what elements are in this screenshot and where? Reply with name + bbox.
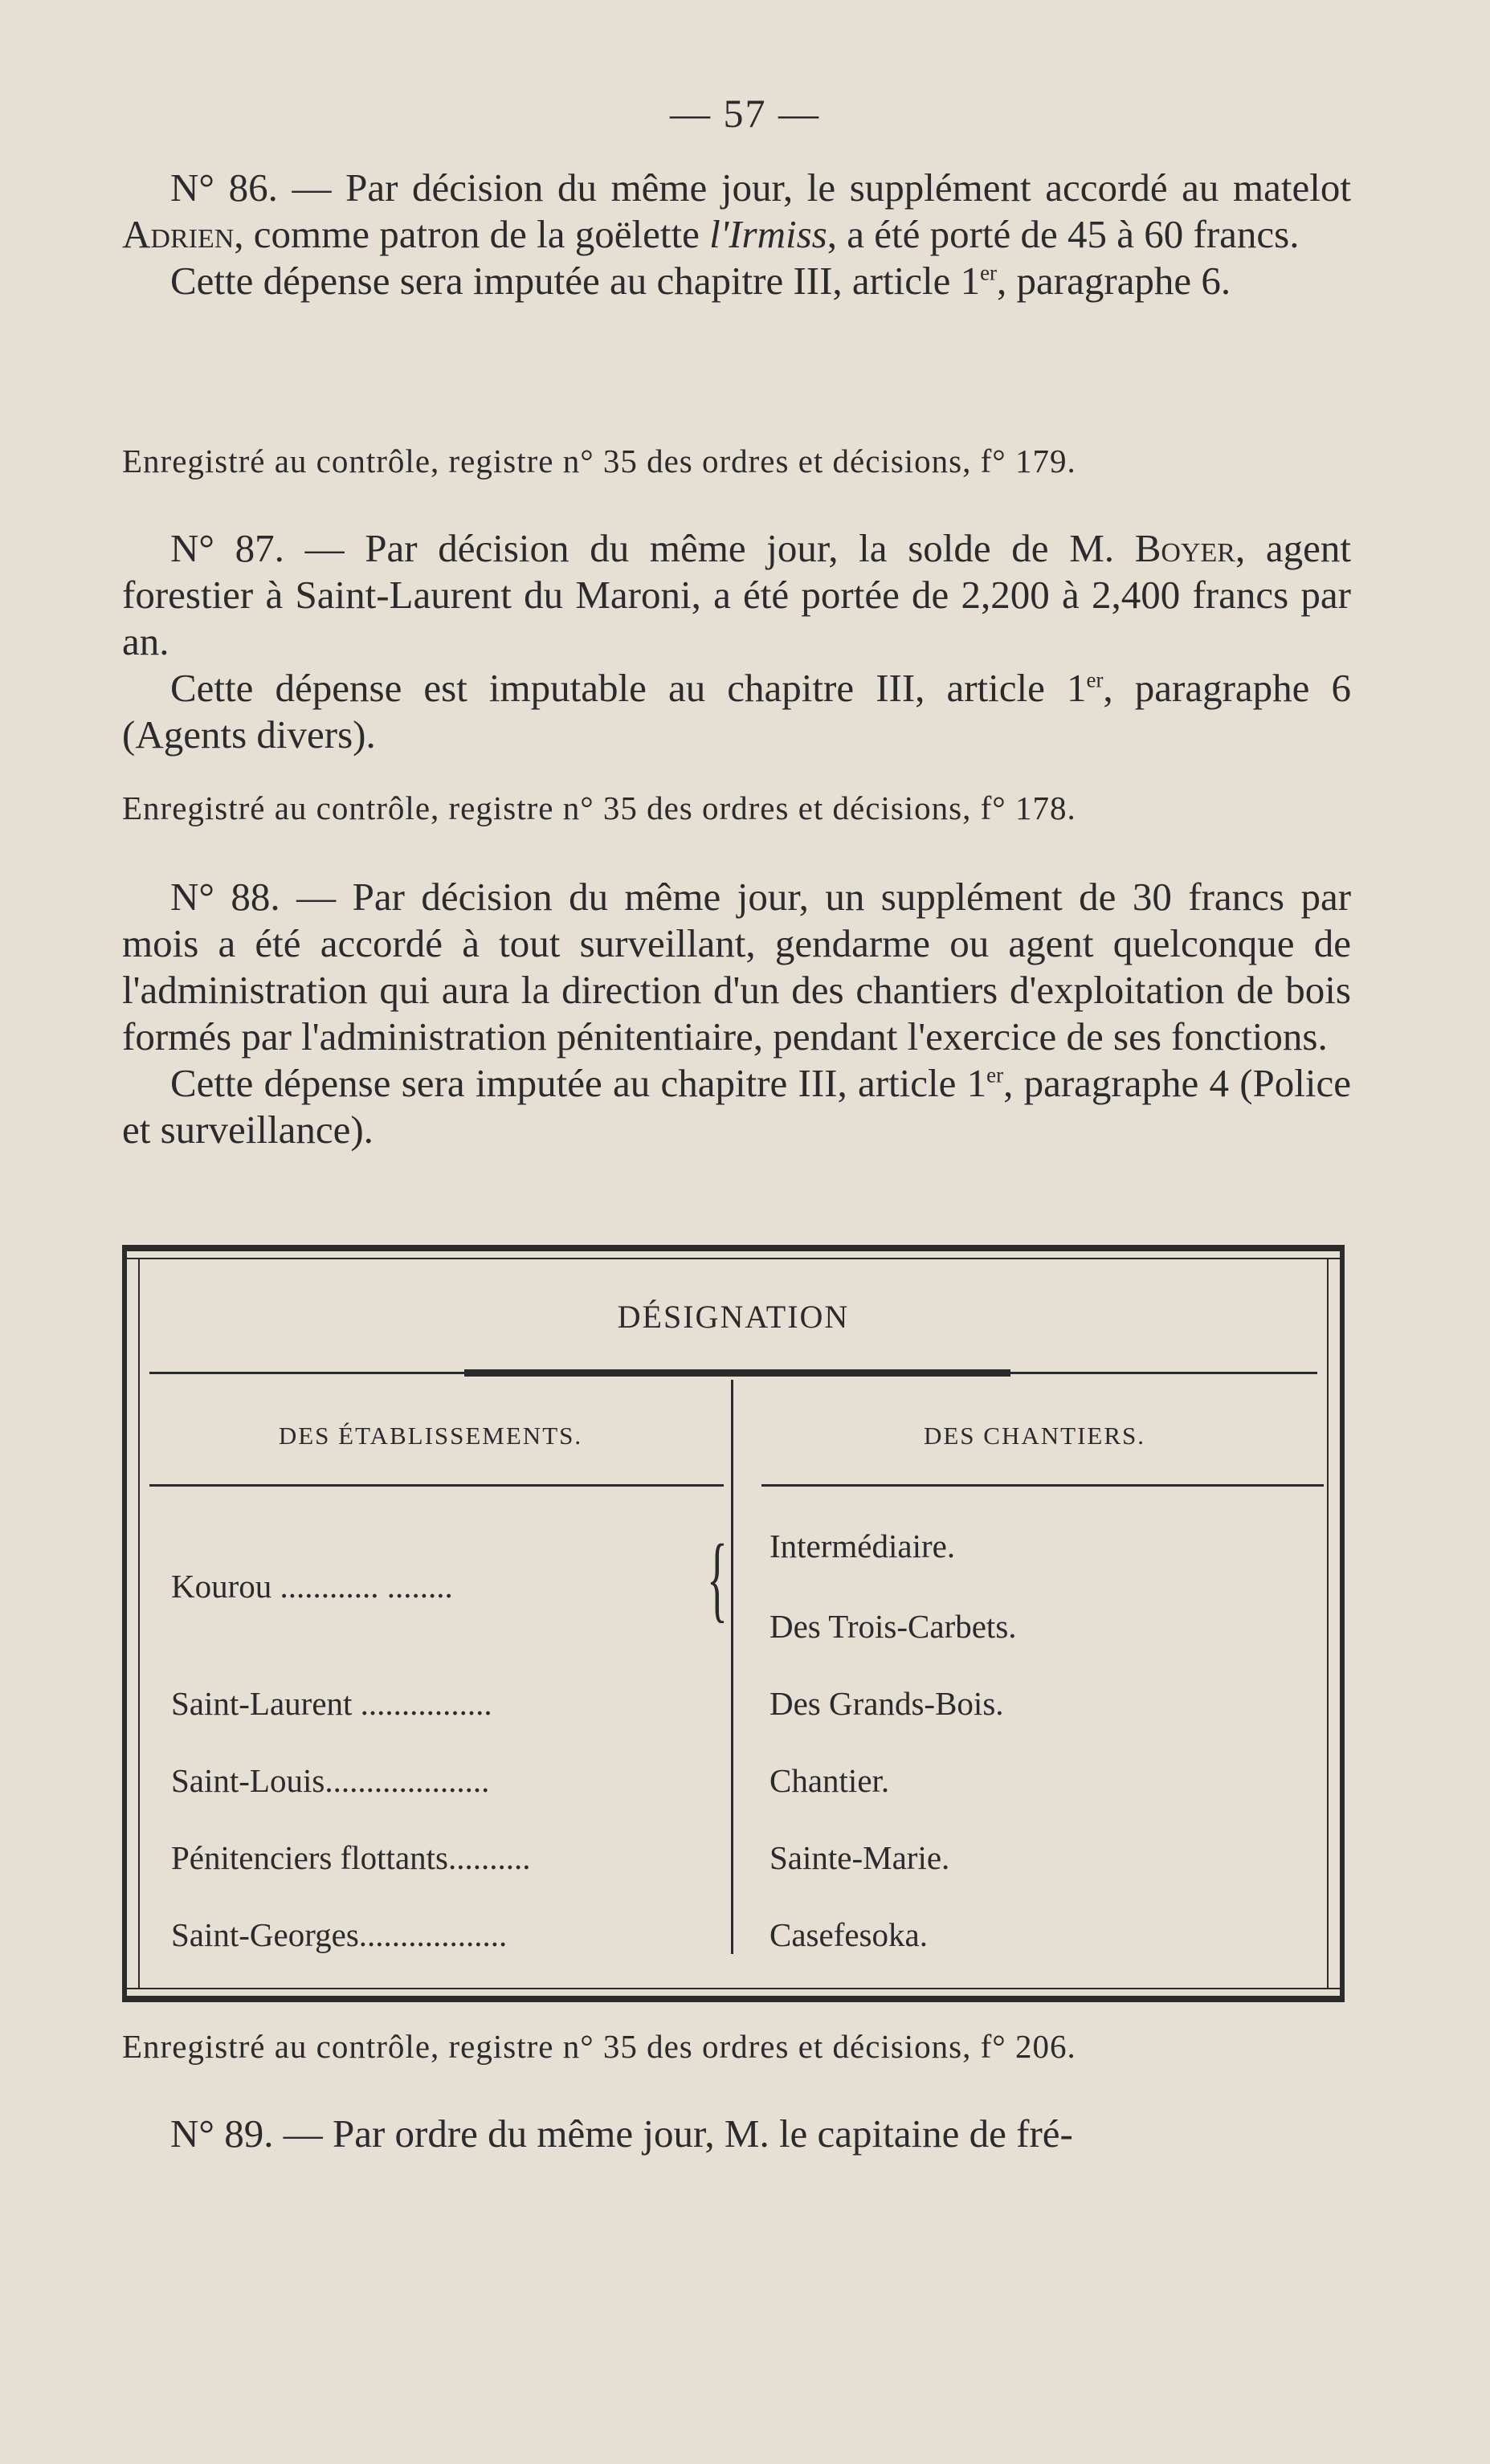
entry-89 (122, 2111, 1351, 2157)
column-header-establishments: DES ÉTABLISSEMENTS. (278, 1422, 583, 1450)
text-span: , paragraphe 6 (Agents divers). (122, 666, 1351, 757)
text-span: , agent forestier à Saint-Laurent du Maroni, a été portée de 2,200 à 2,400 francs par an. (122, 526, 1351, 663)
column-header-worksites: DES CHANTIERS. (923, 1422, 1145, 1450)
text-span: — Par décision du même jour, le supplément accordé au matelot (292, 165, 1352, 210)
entry-number: N° 87. (170, 526, 284, 570)
ship-name: l'Irmiss (709, 212, 827, 256)
column-divider (731, 1380, 733, 1954)
table-cell-establishment: Saint-Louis.................... (171, 1762, 490, 1799)
table-cell-worksite: Casefesoka. (769, 1916, 928, 1953)
table-cell-establishment: Pénitenciers flottants.......... (171, 1839, 531, 1876)
entry-88-decision (122, 874, 1351, 1060)
entry-86-imputation (122, 258, 1351, 304)
entry-number: N° 88. (170, 875, 280, 919)
superscript: er (986, 1063, 1004, 1087)
table-cell-establishment: Saint-Laurent ................ (171, 1685, 492, 1722)
table-header-rule-ornament (464, 1369, 1010, 1377)
entry-87-registration: Enregistré au contrôle, registre n° 35 des ordres et décisions, f° 178. (122, 789, 1076, 826)
table-cell-worksite: Intermédiaire. (769, 1528, 956, 1564)
text-span: Cette dépense sera imputée au chapitre III, article 1 (170, 259, 981, 303)
superscript: er (980, 260, 998, 285)
text-span: Cette dépense sera imputée au chapitre III, article 1 (170, 1061, 987, 1105)
entry-87-decision (122, 525, 1351, 665)
text-span: , comme patron de la goëlette (234, 212, 710, 256)
designation-table (122, 1245, 1345, 2002)
text-span: , paragraphe 4 (Police et surveillance). (122, 1061, 1351, 1152)
table-cell-establishment: Saint-Georges.................. (171, 1916, 508, 1953)
entry-86-registration: Enregistré au contrôle, registre n° 35 des ordres et décisions, f° 179. (122, 443, 1076, 479)
table-rule (122, 1245, 1345, 1251)
table-cell-worksite: Des Grands-Bois. (769, 1685, 1004, 1722)
table-cell-worksite: Chantier. (769, 1762, 890, 1799)
superscript: er (1086, 667, 1104, 692)
table-rule (127, 1258, 1340, 1259)
entry-88-imputation (122, 1060, 1351, 1153)
brace-symbol: { (707, 1524, 728, 1631)
table-rule (149, 1484, 724, 1487)
page-number: — 57 — (670, 91, 820, 136)
table-title: DÉSIGNATION (617, 1299, 850, 1335)
entry-87 (122, 525, 1351, 758)
table-cell-worksite: Des Trois-Carbets. (769, 1608, 1017, 1645)
table-cell-worksite: Sainte-Marie. (769, 1839, 950, 1876)
table-rule (127, 1988, 1340, 1989)
table-rule (1327, 1258, 1329, 1989)
person-name: Boyer (1134, 526, 1235, 570)
table-rule (138, 1258, 140, 1989)
entry-88 (122, 874, 1351, 1153)
table-registration: Enregistré au contrôle, registre n° 35 des ordres et décisions, f° 206. (122, 2028, 1076, 2065)
person-name: Adrien (122, 212, 235, 256)
table-rule (122, 1996, 1345, 2002)
text-span: — Par décision du même jour, un supplément de 30 francs par mois a été accordé à tout surveillant, gendarme ou agent quelconque de l'administration qui aura la direction d'un des chantiers d'exploitation de bois formés par l'administration pénitentiaire, pendant l'exercice de ses fonctions. (122, 875, 1352, 1059)
entry-89-decision-start: N° 89. — Par ordre du même jour, M. le capitaine de fré- (170, 2111, 1073, 2156)
entry-86-decision (122, 165, 1351, 258)
text-span: Cette dépense est imputable au chapitre III, article 1 (170, 666, 1087, 710)
entry-number: N° 86. (170, 165, 278, 210)
entry-86 (122, 165, 1351, 304)
text-span: , a été porté de 45 à 60 francs. (827, 212, 1300, 256)
text-span: — Par décision du même jour, la solde de M. (304, 526, 1135, 570)
entry-87-imputation (122, 665, 1351, 758)
text-span: , paragraphe 6. (997, 259, 1231, 303)
table-rule (761, 1484, 1324, 1487)
table-cell-establishment: Kourou ............ ........ (171, 1568, 453, 1605)
